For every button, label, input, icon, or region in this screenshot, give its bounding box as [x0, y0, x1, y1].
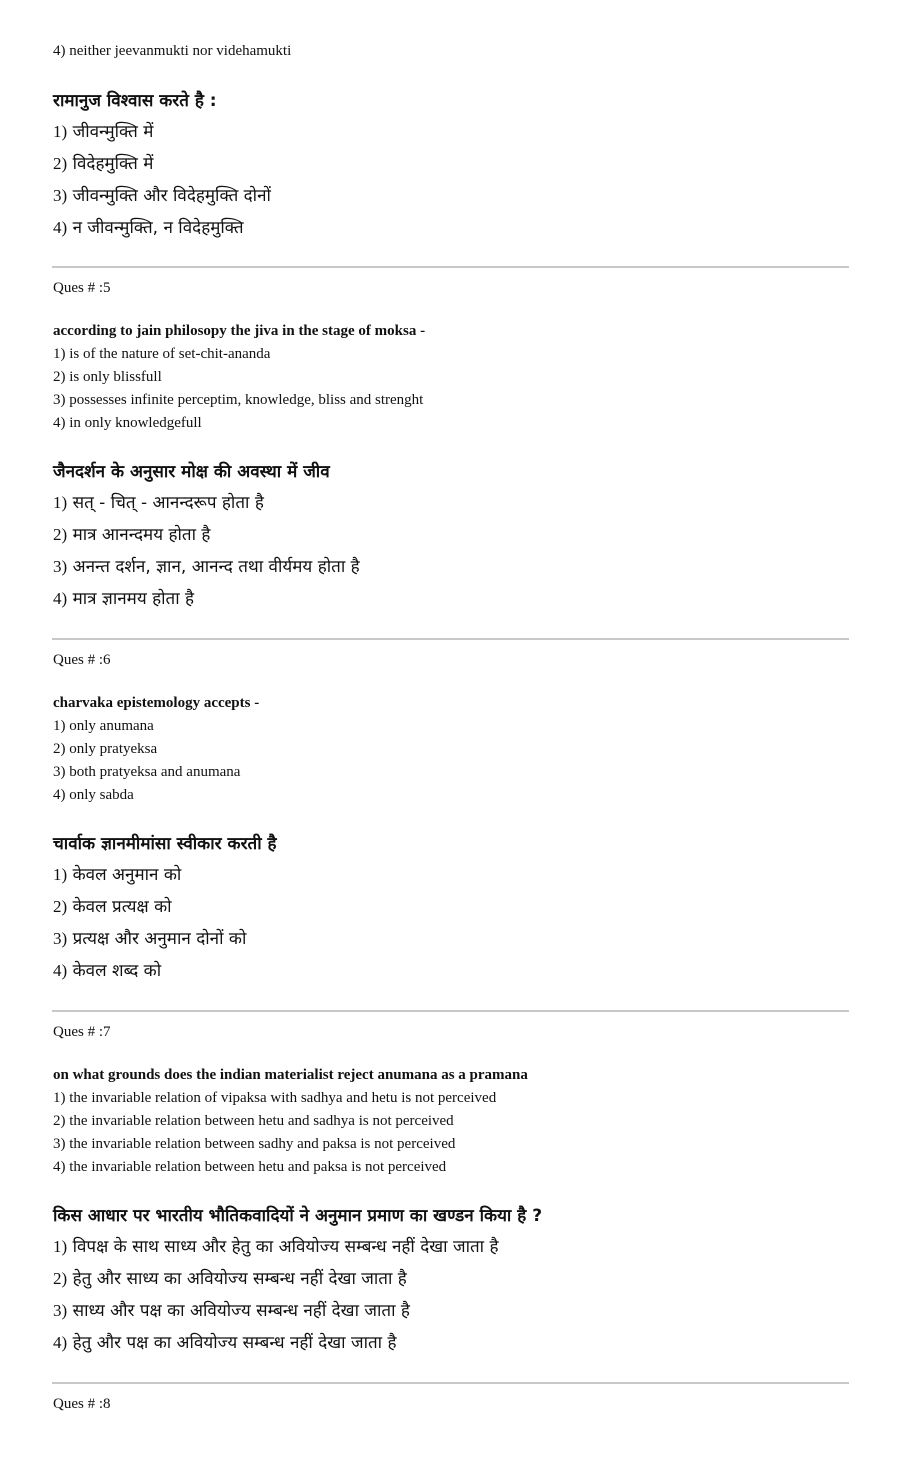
q7-english-block [53, 1064, 853, 1179]
q5-option-1-en: 1) is of the nature of set-chit-ananda [53, 346, 271, 362]
q6-question-hi: चार्वाक ज्ञानमीमांसा स्वीकार करती है [53, 834, 277, 854]
q5-option-4-en: 4) in only knowledgefull [53, 415, 202, 431]
q5-option-4-hi: 4) मात्र ज्ञानमय होता है [53, 589, 195, 609]
q6-option-2-hi: 2) केवल प्रत्यक्ष को [53, 897, 172, 917]
q7-option-2-hi: 2) हेतु और साध्य का अवियोज्य सम्बन्ध नहीं देखा जाता है [53, 1269, 407, 1289]
q5-question-en: according to jain philosopy the jiva in the stage of moksa - [53, 323, 426, 339]
divider-1 [52, 266, 849, 268]
q5-option-3-en: 3) possesses infinite perceptim, knowledge, bliss and strenght [53, 392, 424, 408]
q5-option-2-en: 2) is only blissfull [53, 369, 162, 385]
q7-number: Ques # :7 [53, 1024, 111, 1040]
q7-option-3-hi: 3) साध्य और पक्ष का अवियोज्य सम्बन्ध नहीं देखा जाता है [53, 1301, 410, 1321]
q5-question-hi: जैनदर्शन के अनुसार मोक्ष की अवस्था में जीव [53, 462, 330, 482]
divider-2 [52, 638, 849, 640]
prev-option-1-hi: 1) जीवन्मुक्ति में [53, 122, 154, 142]
q6-question-en: charvaka epistemology accepts - [53, 695, 260, 711]
q5-hindi-block [53, 457, 853, 615]
prev-option-2-hi: 2) विदेहमुक्ति में [53, 154, 154, 174]
prev-question-hindi-block [53, 86, 853, 244]
q6-number: Ques # :6 [53, 652, 111, 668]
q7-question-en: on what grounds does the indian materialist reject anumana as a pramana [53, 1067, 528, 1083]
divider-3 [52, 1010, 849, 1012]
q6-option-3-hi: 3) प्रत्यक्ष और अनुमान दोनों को [53, 929, 247, 949]
q8-number: Ques # :8 [53, 1396, 111, 1412]
q7-option-4-hi: 4) हेतु और पक्ष का अवियोज्य सम्बन्ध नहीं देखा जाता है [53, 1333, 397, 1353]
q6-option-2-en: 2) only pratyeksa [53, 741, 158, 757]
prev-option-3-hi: 3) जीवन्मुक्ति और विदेहमुक्ति दोनों [53, 186, 271, 206]
q7-option-1-en: 1) the invariable relation of vipaksa with sadhya and hetu is not perceived [53, 1090, 497, 1106]
q7-hindi-block [53, 1201, 853, 1359]
q7-option-1-hi: 1) विपक्ष के साथ साध्य और हेतु का अवियोज्य सम्बन्ध नहीं देखा जाता है [53, 1237, 499, 1257]
q6-hindi-block [53, 829, 853, 987]
divider-4 [52, 1382, 849, 1384]
q6-option-4-en: 4) only sabda [53, 787, 134, 803]
q5-option-2-hi: 2) मात्र आनन्दमय होता है [53, 525, 211, 545]
q6-english-block [53, 692, 853, 807]
q6-option-4-hi: 4) केवल शब्द को [53, 961, 162, 981]
prev-option-4-hi: 4) न जीवन्मुक्ति, न विदेहमुक्ति [53, 218, 244, 238]
q7-option-3-en: 3) the invariable relation between sadhy and paksa is not perceived [53, 1136, 456, 1152]
q7-option-2-en: 2) the invariable relation between hetu and sadhya is not perceived [53, 1113, 454, 1129]
q5-option-1-hi: 1) सत् - चित् - आनन्दरूप होता है [53, 493, 264, 513]
q5-english-block [53, 320, 853, 435]
q7-option-4-en: 4) the invariable relation between hetu and paksa is not perceived [53, 1159, 447, 1175]
q6-option-3-en: 3) both pratyeksa and anumana [53, 764, 241, 780]
q5-option-3-hi: 3) अनन्त दर्शन, ज्ञान, आनन्द तथा वीर्यमय होता है [53, 557, 360, 577]
q6-option-1-hi: 1) केवल अनुमान को [53, 865, 182, 885]
q6-option-1-en: 1) only anumana [53, 718, 154, 734]
q5-number: Ques # :5 [53, 280, 111, 296]
prev-option-4-en: 4) neither jeevanmukti nor videhamukti [53, 43, 292, 59]
prev-question-hi: रामानुज विश्वास करते है : [53, 91, 217, 111]
q7-question-hi: किस आधार पर भारतीय भौतिकवादियों ने अनुमान प्रमाण का खण्डन किया है ? [53, 1206, 543, 1226]
